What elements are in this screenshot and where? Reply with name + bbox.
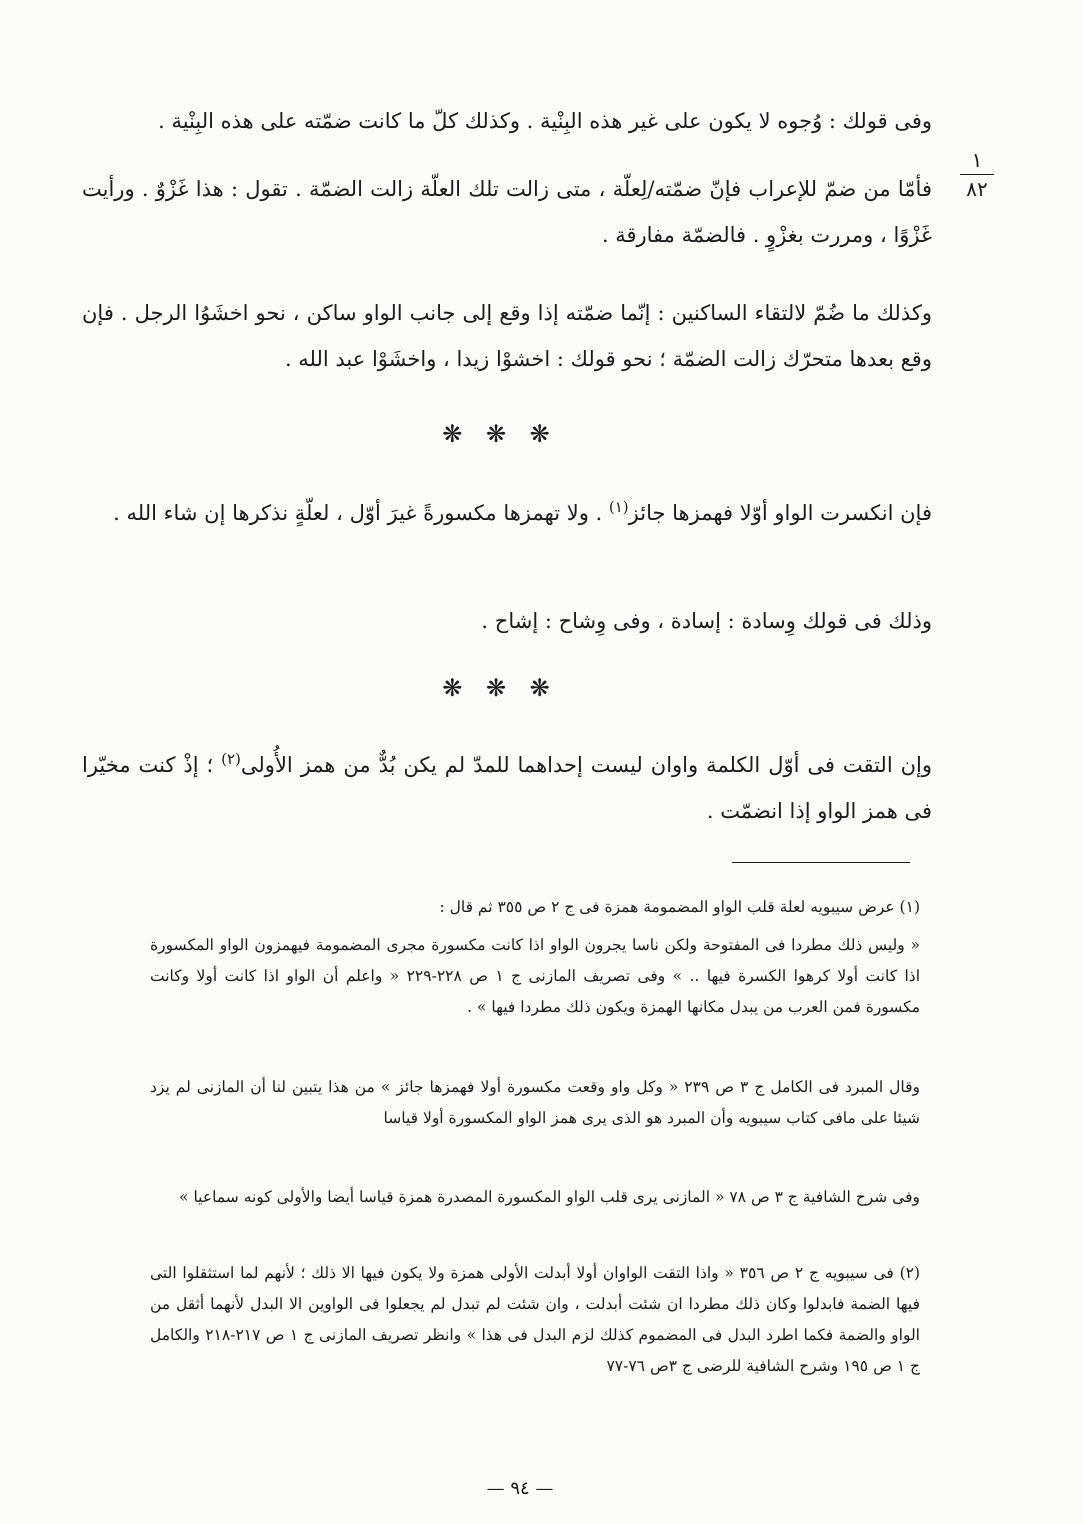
footnote-divider: [732, 862, 910, 863]
footnote-2-text: (٢) فى سيبويه ج ٢ ص ٣٥٦ « واذا التقت الواوان أولا أبدلت الأولى همزة ولا يكون فيها الا ذلك ؛ لأنهم لما استثقلوا التى فيها الضمة فابدلوا وكان ذلك مطردا ان شئت أبدلت ، وان شئت لم تبدل لم يجعلوا فى الواوين الا البدل لأنهما أثقل من الواو والضمة فكما اطرد البدل فى المضموم كذلك لزم البدل فى هذا » وانظر تصريف المازنى ج ١ ص ٢١٧-٢١٨ والكامل ج ١ ص ١٩٥ وشرح الشافية للرضى ج ٣ص ٧٦-٧٧: [150, 1264, 921, 1375]
footnote-1-quote-text: « وليس ذلك مطردا فى المفتوحة ولكن ناسا يجرون الواو اذا كانت مكسورة مجرى المضمومة فيهمزون الواو المكسورة اذا كانت أولا كرهوا الكسرة فيها .. » وفى تصريف المازنى ج ١ ص ٢٢٨-٢٢٩ « واعلم أن الواو اذا كانت أولا وكانت مكسورة فمن العرب من يبدل مكانها الهمزة ويكون ذلك مطردا فيها » .: [150, 936, 921, 1016]
paragraph-2: [82, 166, 932, 258]
footnote-2: [150, 1258, 920, 1382]
paragraph-6-after: ؛ إذْ كنت مخيّرا فى همز الواو إذا انضمّت .: [82, 753, 932, 823]
paragraph-5: [82, 598, 932, 644]
footnote-1-quote: [150, 930, 920, 1023]
section-separator-1: ❋ ❋ ❋: [442, 420, 558, 448]
footnote-1-intro-text: (١) عرض سيبويه لعلة قلب الواو المضمومة همزة فى ج ٢ ص ٣٥٥ ثم قال :: [439, 898, 920, 916]
paragraph-4-before: فإن انكسرت الواو أوّلا فهمزها جائز: [628, 501, 932, 525]
paragraph-3: [82, 290, 932, 382]
paragraph-1: [82, 98, 932, 144]
paragraph-6: [82, 736, 932, 834]
section-separator-2: ❋ ❋ ❋: [442, 674, 558, 702]
paragraph-1-text: وفى قولك : وُجوه لا يكون على غير هذه البِنْية . وكذلك كلّ ما كانت ضمّته على هذه البِنْية .: [158, 109, 932, 133]
marginal-reference-bottom: ٨٢: [966, 177, 988, 201]
footnote-1-shafiya-text: وفى شرح الشافية ج ٣ ص ٧٨ « المازنى يرى قلب الواو المكسورة المصدرة همزة قياسا أيضا والأولى كونه سماعيا »: [179, 1188, 920, 1206]
footnote-1-intro: [150, 892, 920, 923]
marginal-reference: [960, 148, 994, 201]
paragraph-2-text: فأمّا من ضمّ للإعراب فإنّ ضمّته/لِعلّة ، متى زالت تلك العلّة زالت الضمّة . تقول : هذا غَزْوٌ . ورأيت غَزْوًا ، ومررت بغزْوٍ . فالضمّة مفارقة .: [82, 177, 932, 247]
paragraph-6-text: [82, 736, 932, 834]
paragraph-3-text: وكذلك ما ضُمّ لالتقاء الساكنين : إنّما ضمّته إذا وقع إلى جانب الواو ساكن ، نحو اخشَوُا الرجل . فإن وقع بعدها متحرّك زالت الضمّة ؛ نحو قولك : اخشوْا زيدا ، واخشَوْا عبد الله .: [82, 301, 932, 371]
page-number: — ٩٤ —: [486, 1478, 554, 1499]
footnote-marker-1: (١): [608, 498, 629, 516]
paragraph-5-text: وذلك فى قولك وِسادة : إسادة ، وفى وِشاح : إشاح .: [481, 609, 932, 633]
footnote-1-mubarrad-text: وقال المبرد فى الكامل ج ٣ ص ٢٣٩ « وكل واو وقعت مكسورة أولا فهمزها جائز » من هذا يتبين لنا أن المازنى لم يزد شيئا على مافى كتاب سيبويه وأن المبرد هو الذى يرى همز الواو المكسورة أولا قياسا: [150, 1078, 920, 1127]
paragraph-4-text: [82, 484, 932, 536]
paragraph-6-before: وإن التقت فى أوّل الكلمة واوان ليست إحداهما للمدّ لم يكن بُدٌّ من همز الأُولى: [240, 753, 932, 777]
footnote-marker-2: (٢): [221, 750, 241, 768]
paragraph-4-after: . ولا تهمزها مكسورةً غيرَ أوّل ، لعلّةٍ نذكرها إن شاء الله .: [113, 501, 609, 525]
paragraph-4: [82, 484, 932, 536]
footnote-1-shafiya: [150, 1182, 920, 1213]
footnote-1-mubarrad: [150, 1072, 920, 1134]
marginal-reference-top: ١: [960, 148, 994, 175]
